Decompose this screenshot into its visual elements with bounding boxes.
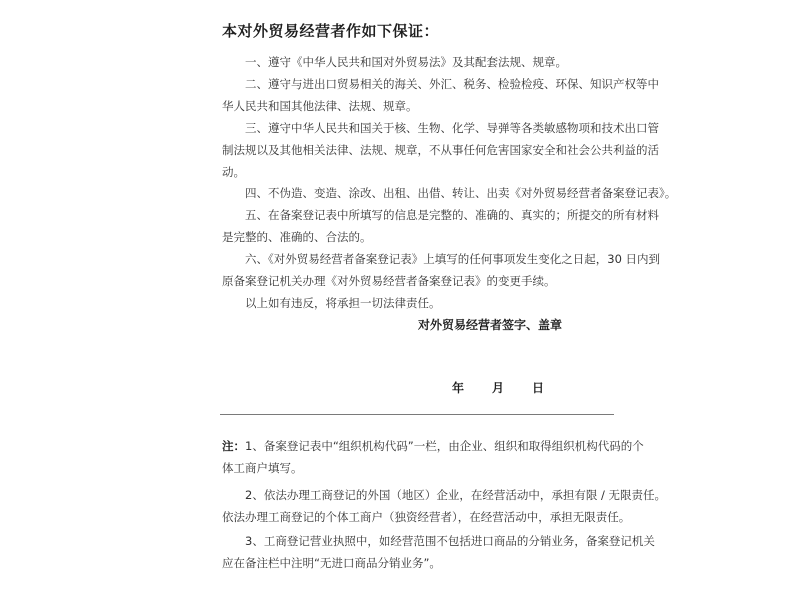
clause-3-line-3: 动。 (222, 165, 245, 179)
date-month: 月 (492, 381, 505, 395)
notes-label: 注： (222, 439, 245, 453)
note-3-line-1: 3、工商登记营业执照中，如经营范围不包括进口商品的分销业务，备案登记机关 (245, 534, 655, 548)
clause-6-line-2: 原备案登记机关办理《对外贸易经营者备案登记表》的变更手续。 (222, 274, 556, 288)
date-day: 日 (532, 381, 545, 395)
note-1-line-1 (222, 438, 644, 454)
clause-2-line-2: 华人民共和国其他法律、法规、规章。 (222, 99, 418, 113)
clause-5-line-2: 是完整的、准确的、合法的。 (222, 230, 372, 244)
clause-3-line-2: 制法规以及其他相关法律、法规、规章，不从事任何危害国家安全和社会公共利益的活 (222, 143, 659, 157)
clause-4-line-1: 四、不伪造、变造、涂改、出租、出借、转让、出卖《对外贸易经营者备案登记表》。 (245, 186, 677, 200)
signature-label: 对外贸易经营者签字、盖章 (418, 318, 563, 332)
note-1-text: 1、备案登记表中“组织机构代码”一栏，由企业、组织和取得组织机构代码的个 (245, 439, 644, 453)
clause-6-line-1: 六、《对外贸易经营者备案登记表》上填写的任何事项发生变化之日起，30 日内到 (245, 252, 661, 266)
note-3-line-2: 应在备注栏中注明“无进口商品分销业务”。 (222, 556, 441, 570)
clause-3-line-1: 三、遵守中华人民共和国关于核、生物、化学、导弹等各类敏感物项和技术出口管 (245, 121, 659, 135)
section-divider (220, 414, 614, 415)
clause-1-line-1: 一、遵守《中华人民共和国对外贸易法》及其配套法规、规章。 (245, 55, 567, 69)
note-1-line-2: 体工商户填写。 (222, 461, 303, 475)
date-year: 年 (452, 381, 465, 395)
clause-2-line-1: 二、遵守与进出口贸易相关的海关、外汇、税务、检验检疫、环保、知识产权等中 (245, 77, 659, 91)
note-2-line-1: 2、依法办理工商登记的外国（地区）企业，在经营活动中，承担有限 / 无限责任。 (245, 488, 666, 502)
closing-statement: 以上如有违反，将承担一切法律责任。 (245, 296, 441, 310)
note-2-line-2: 依法办理工商登记的个体工商户（独资经营者），在经营活动中，承担无限责任。 (222, 510, 631, 524)
clause-5-line-1: 五、在备案登记表中所填写的信息是完整的、准确的、真实的；所提交的所有材料 (245, 208, 659, 222)
document-title: 本对外贸易经营者作如下保证： (222, 22, 440, 40)
